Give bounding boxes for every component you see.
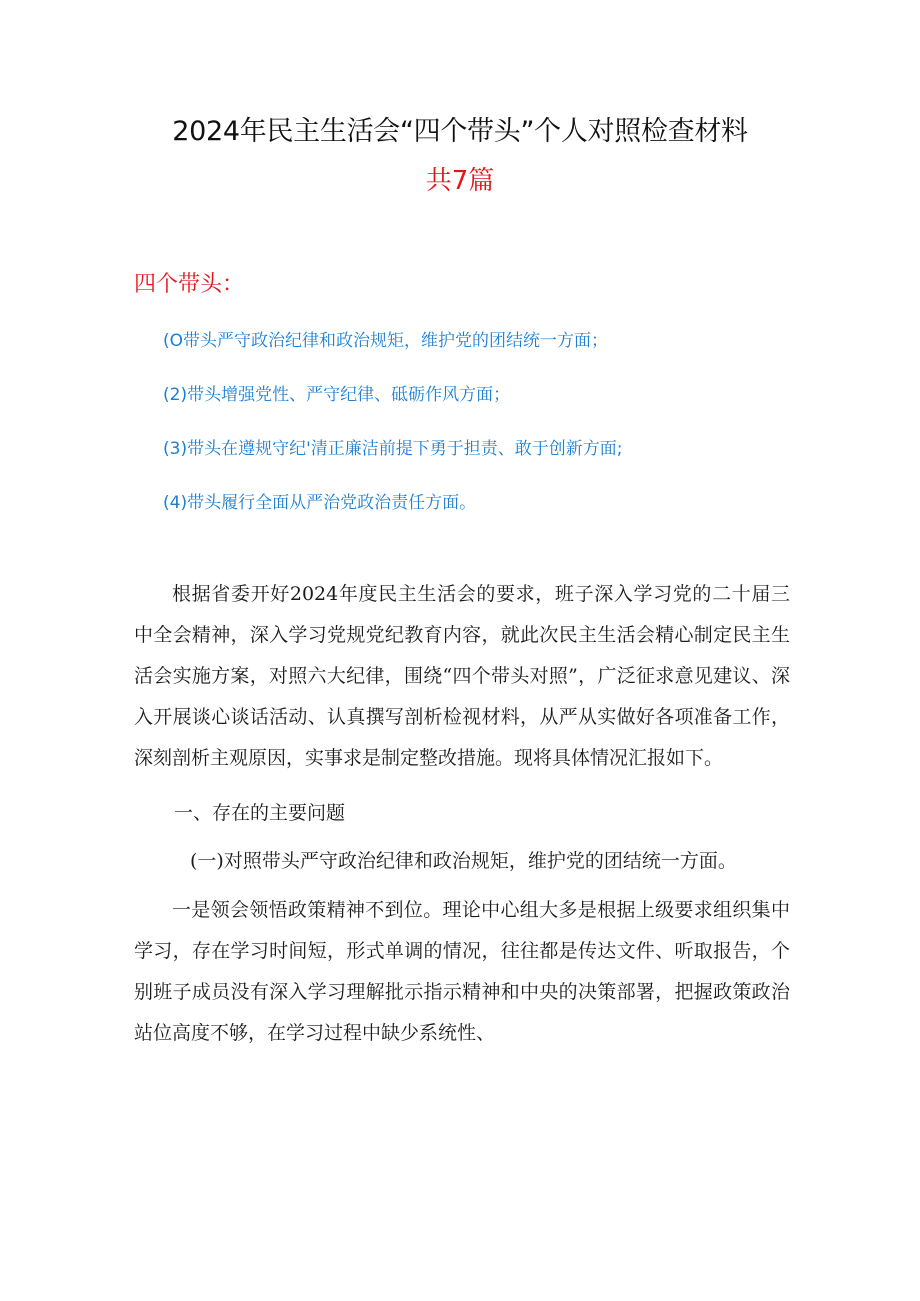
document-title: 2024年民主生活会“四个带头”个人对照检查材料	[172, 116, 748, 147]
document-subtitle: 共7篇	[425, 166, 495, 196]
four-leads-item-4: (4)带头履行全面从严治党政治责任方面。	[163, 493, 477, 513]
four-leads-item-3: (3)带头在遵规守纪'清正廉洁前提下勇于担责、敢于创新方面;	[163, 439, 623, 459]
four-leads-item-1: (O带头严守政治纪律和政治规矩，维护党的团结统一方面；	[163, 331, 609, 351]
intro-paragraph: 根据省委开好2024年度民主生活会的要求，班子深入学习党的二十届三中全会精神，深入学习党规党纪教育内容，就此次民主生活会精心制定民主生活会实施方案，对照六大纪律，围绕“四个带头对照”，广泛征求意见建议、深入开展谈心谈话活动、认真撰写剖析检视材料，从严从实做好各项准备工作，深刻剖析主观原因，实事求是制定整改措施。现将具体情况汇报如下。	[134, 583, 790, 769]
point-paragraph: 一是领会领悟政策精神不到位。理论中心组大多是根据上级要求组织集中学习，存在学习时间短，形式单调的情况，往往都是传达文件、听取报告，个别班子成员没有深入学习理解批示指示精神和中央的决策部署，把握政策政治站位高度不够，在学习过程中缺少系统性、	[134, 899, 790, 1044]
subsection-heading: (一)对照带头严守政治纪律和政治规矩，维护党的团结统一方面。	[190, 850, 737, 872]
four-leads-list	[163, 324, 783, 540]
four-leads-item-2: (2)带头增强党性、严守纪律、砥砺作风方面；	[163, 385, 511, 405]
document-body	[134, 574, 790, 1054]
four-leads-heading: 四个带头：	[134, 272, 245, 297]
section-heading: 一、存在的主要问题	[174, 802, 346, 824]
